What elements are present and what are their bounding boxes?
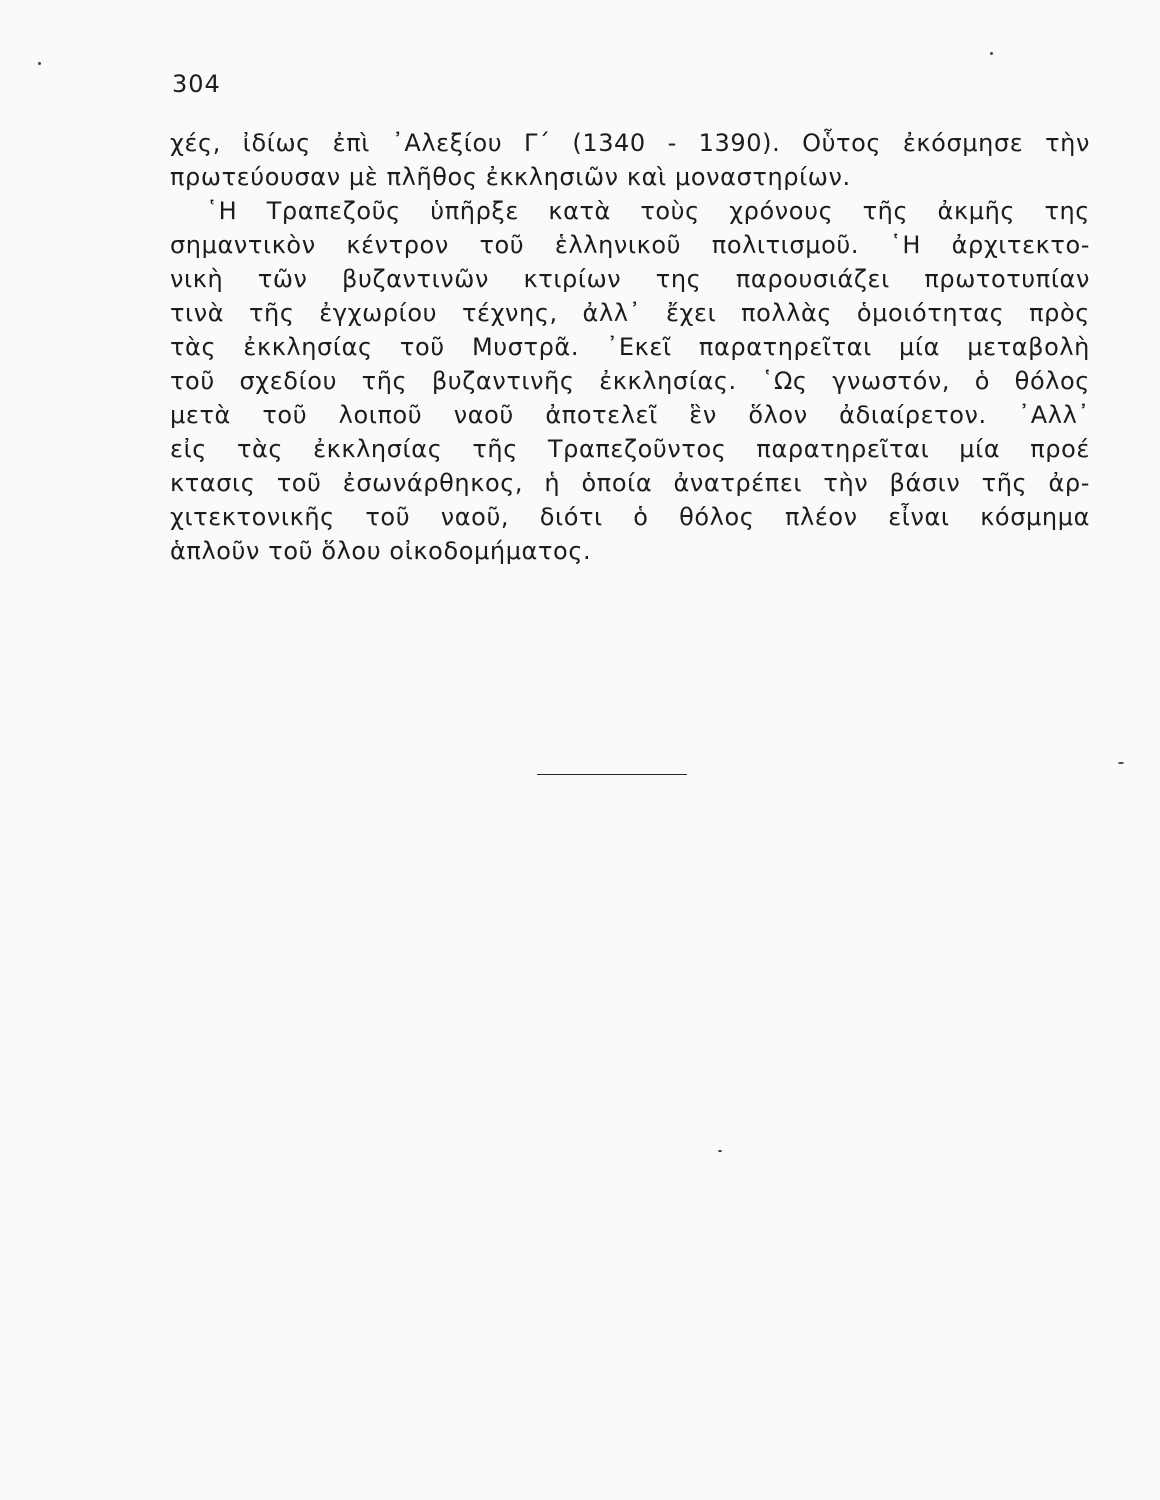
- text-line: ἁπλοῦν τοῦ ὅλου οἰκοδομήματος.: [170, 537, 592, 565]
- text-line: μετὰ τοῦ λοιποῦ ναοῦ ἀποτελεῖ ἓν ὅλον ἀδιαίρετον. ᾿Αλλ᾿: [170, 401, 1090, 429]
- text-line: τινὰ τῆς ἐγχωρίου τέχνης, ἀλλ᾿ ἔχει πολλὰς ὁμοιότητας πρὸς: [170, 299, 1090, 327]
- text-line: πρωτεύουσαν μὲ πλῆθος ἐκκλησιῶν καὶ μοναστηρίων.: [170, 163, 851, 191]
- text-line: νικὴ τῶν βυζαντινῶν κτιρίων της παρουσιάζει πρωτοτυπίαν: [170, 265, 1090, 293]
- scan-speck: [38, 62, 41, 65]
- text-line: εἰς τὰς ἐκκλησίας τῆς Τραπεζοῦντος παρατηρεῖται μία προέ: [170, 435, 1090, 463]
- text-line: τὰς ἐκκλησίας τοῦ Μυστρᾶ. ᾿Εκεῖ παρατηρεῖται μία μεταβολὴ: [170, 333, 1090, 361]
- text-line: χές, ἰδίως ἐπὶ ᾿Αλεξίου Γ΄ (1340 - 1390). Οὗτος ἐκόσμησε τὴν: [170, 129, 1090, 157]
- scan-speck: [990, 52, 993, 55]
- text-line: ῾Η Τραπεζοῦς ὑπῆρξε κατὰ τοὺς χρόνους τῆς ἀκμῆς της: [206, 197, 1090, 225]
- page-number: 304: [172, 70, 221, 98]
- scan-speck: [1118, 762, 1124, 764]
- text-line: κτασις τοῦ ἐσωνάρθηκος, ἡ ὁποία ἀνατρέπει τὴν βάσιν τῆς ἀρ-: [170, 469, 1090, 497]
- text-line: τοῦ σχεδίου τῆς βυζαντινῆς ἐκκλησίας. ῾Ως γνωστόν, ὁ θόλος: [170, 367, 1090, 395]
- section-divider: [537, 774, 687, 775]
- text-line: χιτεκτονικῆς τοῦ ναοῦ, διότι ὁ θόλος πλέον εἶναι κόσμημα: [170, 503, 1090, 531]
- scan-speck: [718, 1150, 722, 1152]
- body-text: [170, 126, 1090, 568]
- text-line: σημαντικὸν κέντρον τοῦ ἑλληνικοῦ πολιτισμοῦ. ῾Η ἀρχιτεκτο-: [170, 231, 1090, 259]
